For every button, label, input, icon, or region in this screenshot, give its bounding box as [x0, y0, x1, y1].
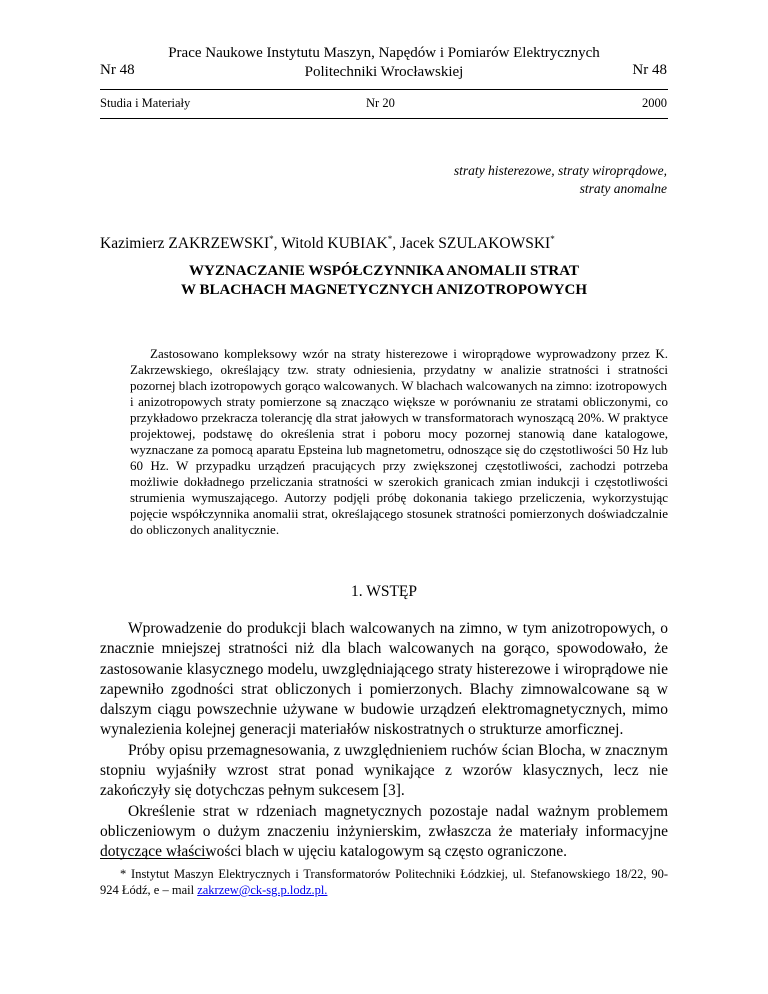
keywords: [454, 162, 667, 198]
authors: [100, 234, 555, 253]
affiliation-mark: *: [269, 234, 274, 244]
paper-title-line2: W BLACHACH MAGNETYCZNYCH ANIZOTROPOWYCH: [180, 282, 587, 298]
footnote-paragraph: [100, 866, 668, 898]
journal-title-line2: Politechniki Wrocławskiej: [304, 64, 464, 80]
publication-year: 2000: [642, 96, 667, 110]
header-issue-number-right: Nr 48: [632, 62, 667, 78]
header-rule-top: [100, 89, 668, 90]
affiliation-mark: *: [387, 234, 393, 244]
footnote-rule: [100, 858, 210, 859]
body-paragraph-1: Wprowadzenie do produkcji blach walcowanych na zimno, w tym anizotropowych, o znacznie mniejszej stratności niż dla blach walcowanych na gorąco, spowodowało, że zastosowanie klasycznego modelu, uwzględniającego straty histerezowe i wiroprądowe nie zapewniło zgodności strat obliczonych i pomierzonych. Blachy zimnowalcowane są w dalszym ciągu powszechnie używane w budowie urządzeń elektromagnetycznych, mimo wynalezienia kolejnej generacji materiałów niskostratnych o strukturze amorficznej.: [100, 620, 668, 739]
affiliation-mark: *: [550, 234, 555, 244]
paper-title-line1: WYZNACZANIE WSPÓŁCZYNNIKA ANOMALII STRAT: [189, 263, 579, 279]
footnote-email-link[interactable]: zakrzew@ck-sg.p.lodz.pl.: [197, 883, 328, 897]
paper-title: [100, 262, 668, 300]
section-heading: 1. WSTĘP: [350, 583, 418, 600]
author-zakrzewski: Kazimierz ZAKRZEWSKI: [100, 235, 270, 252]
keywords-line2: straty anomalne: [579, 181, 667, 196]
abstract-paragraph-1: Zastosowano kompleksowy wzór na straty histerezowe i wiroprądowe wyprowadzony przez K. Zakrzewskiego, określający tzw. straty odniesienia, przydatny w analizie stratności i stratności pozornej blach izotropowych gorąco walcowanych. W blachach walcowanych na zimno: izotropowych: [130, 346, 668, 393]
body-paragraph-3: Określenie strat w rdzeniach magnetycznych pozostaje nadal ważnym problemem obliczeniowym o dużym znaczeniu inżynierskim, zwłaszcza że materiały informacyjne dotyczące właściwości blach w ujęciu katalogowym są często ograniczone.: [100, 802, 668, 861]
abstract: [130, 346, 668, 538]
author-szulakowski: , Jacek SZULAKOWSKI: [392, 235, 551, 252]
keywords-line1: straty histerezowe, straty wiroprądowe,: [453, 163, 667, 178]
series-number: Nr 20: [366, 96, 395, 110]
header-rule-bottom: [100, 118, 668, 119]
body-paragraph-2: Próby opisu przemagnesowania, z uwzględnieniem ruchów ścian Blocha, w znacznym stopniu wyjaśniły wzrost strat ponad wynikające z wzorów klasycznych, lecz nie zakończyły się dotychczas pełnym sukcesem [3].: [100, 741, 668, 800]
header-issue-number-left: Nr 48: [100, 62, 135, 78]
body-text: [100, 619, 668, 863]
footnote-affiliation: * Instytut Maszyn Elektrycznych i Transformatorów Politechniki Łódzkiej, ul. Stefanowskiego 18/22, 90-924 Łódź, e – mail: [100, 867, 668, 897]
author-kubiak: , Witold KUBIAK: [273, 235, 388, 252]
journal-title: [120, 44, 648, 82]
abstract-paragraph-2: i anizotropowych straty pomierzone są znacząco większe w porównaniu ze stratami obliczonymi, co przykładowo przekracza tolerancję dla strat jałowych w transformatorach wynoszącą 20%. W praktyce projektowej, podstawę do określenia strat i poboru mocy pozornej stanowią dane katalogowe, wyznaczane za pomocą aparatu Epsteina lub magnetometru, odnoszące się do częstotliwości 50 Hz lub 60 Hz. W przypadku urządzeń pracujących przy zwiększonej częstotliwości, zachodzi potrzeba możliwie dokładnego przeliczania stratności w szerokich granicach zmian indukcji i częstotliwości strumienia wymuszającego. Autorzy podjęli próbę dokonania takiego przeliczenia, wykorzystując pojęcie współczynnika anomalii strat, określającego stosunek stratności pomierzonych doświadczalnie do obliczonych analitycznie.: [130, 394, 668, 537]
footnote: [100, 866, 668, 898]
journal-title-line1: Prace Naukowe Instytutu Maszyn, Napędów i Pomiarów Elektrycznych: [168, 45, 600, 61]
series-name: Studia i Materiały: [100, 96, 191, 110]
